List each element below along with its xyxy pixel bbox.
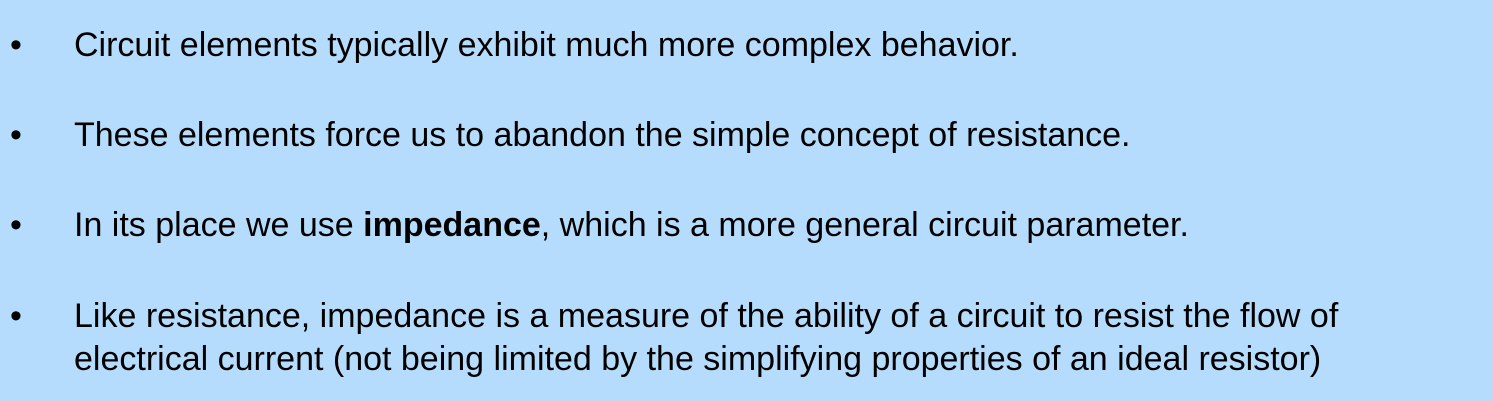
bullet-text-line-2: electrical current (not being limited by the simplifying properties of an ideal resistor)	[74, 340, 1322, 378]
bullet-icon: •	[10, 26, 22, 64]
bullet-text: Circuit elements typically exhibit much more complex behavior.	[74, 26, 1019, 64]
impedance-term: impedance	[363, 206, 541, 244]
bullet-text-prefix: In its place we use	[74, 206, 364, 244]
bullet-text-suffix: , which is a more general circuit parameter.	[540, 206, 1189, 244]
bullet-icon: •	[10, 297, 22, 335]
bullet-text: These elements force us to abandon the simple concept of resistance.	[74, 116, 1131, 154]
bullet-icon: •	[10, 116, 22, 154]
bullet-text-line-1: Like resistance, impedance is a measure of the ability of a circuit to resist the flow of	[74, 297, 1339, 335]
bullet-text-multiline	[74, 295, 1489, 381]
bullet-text-with-emphasis	[74, 204, 1489, 247]
bullet-icon: •	[10, 206, 22, 244]
